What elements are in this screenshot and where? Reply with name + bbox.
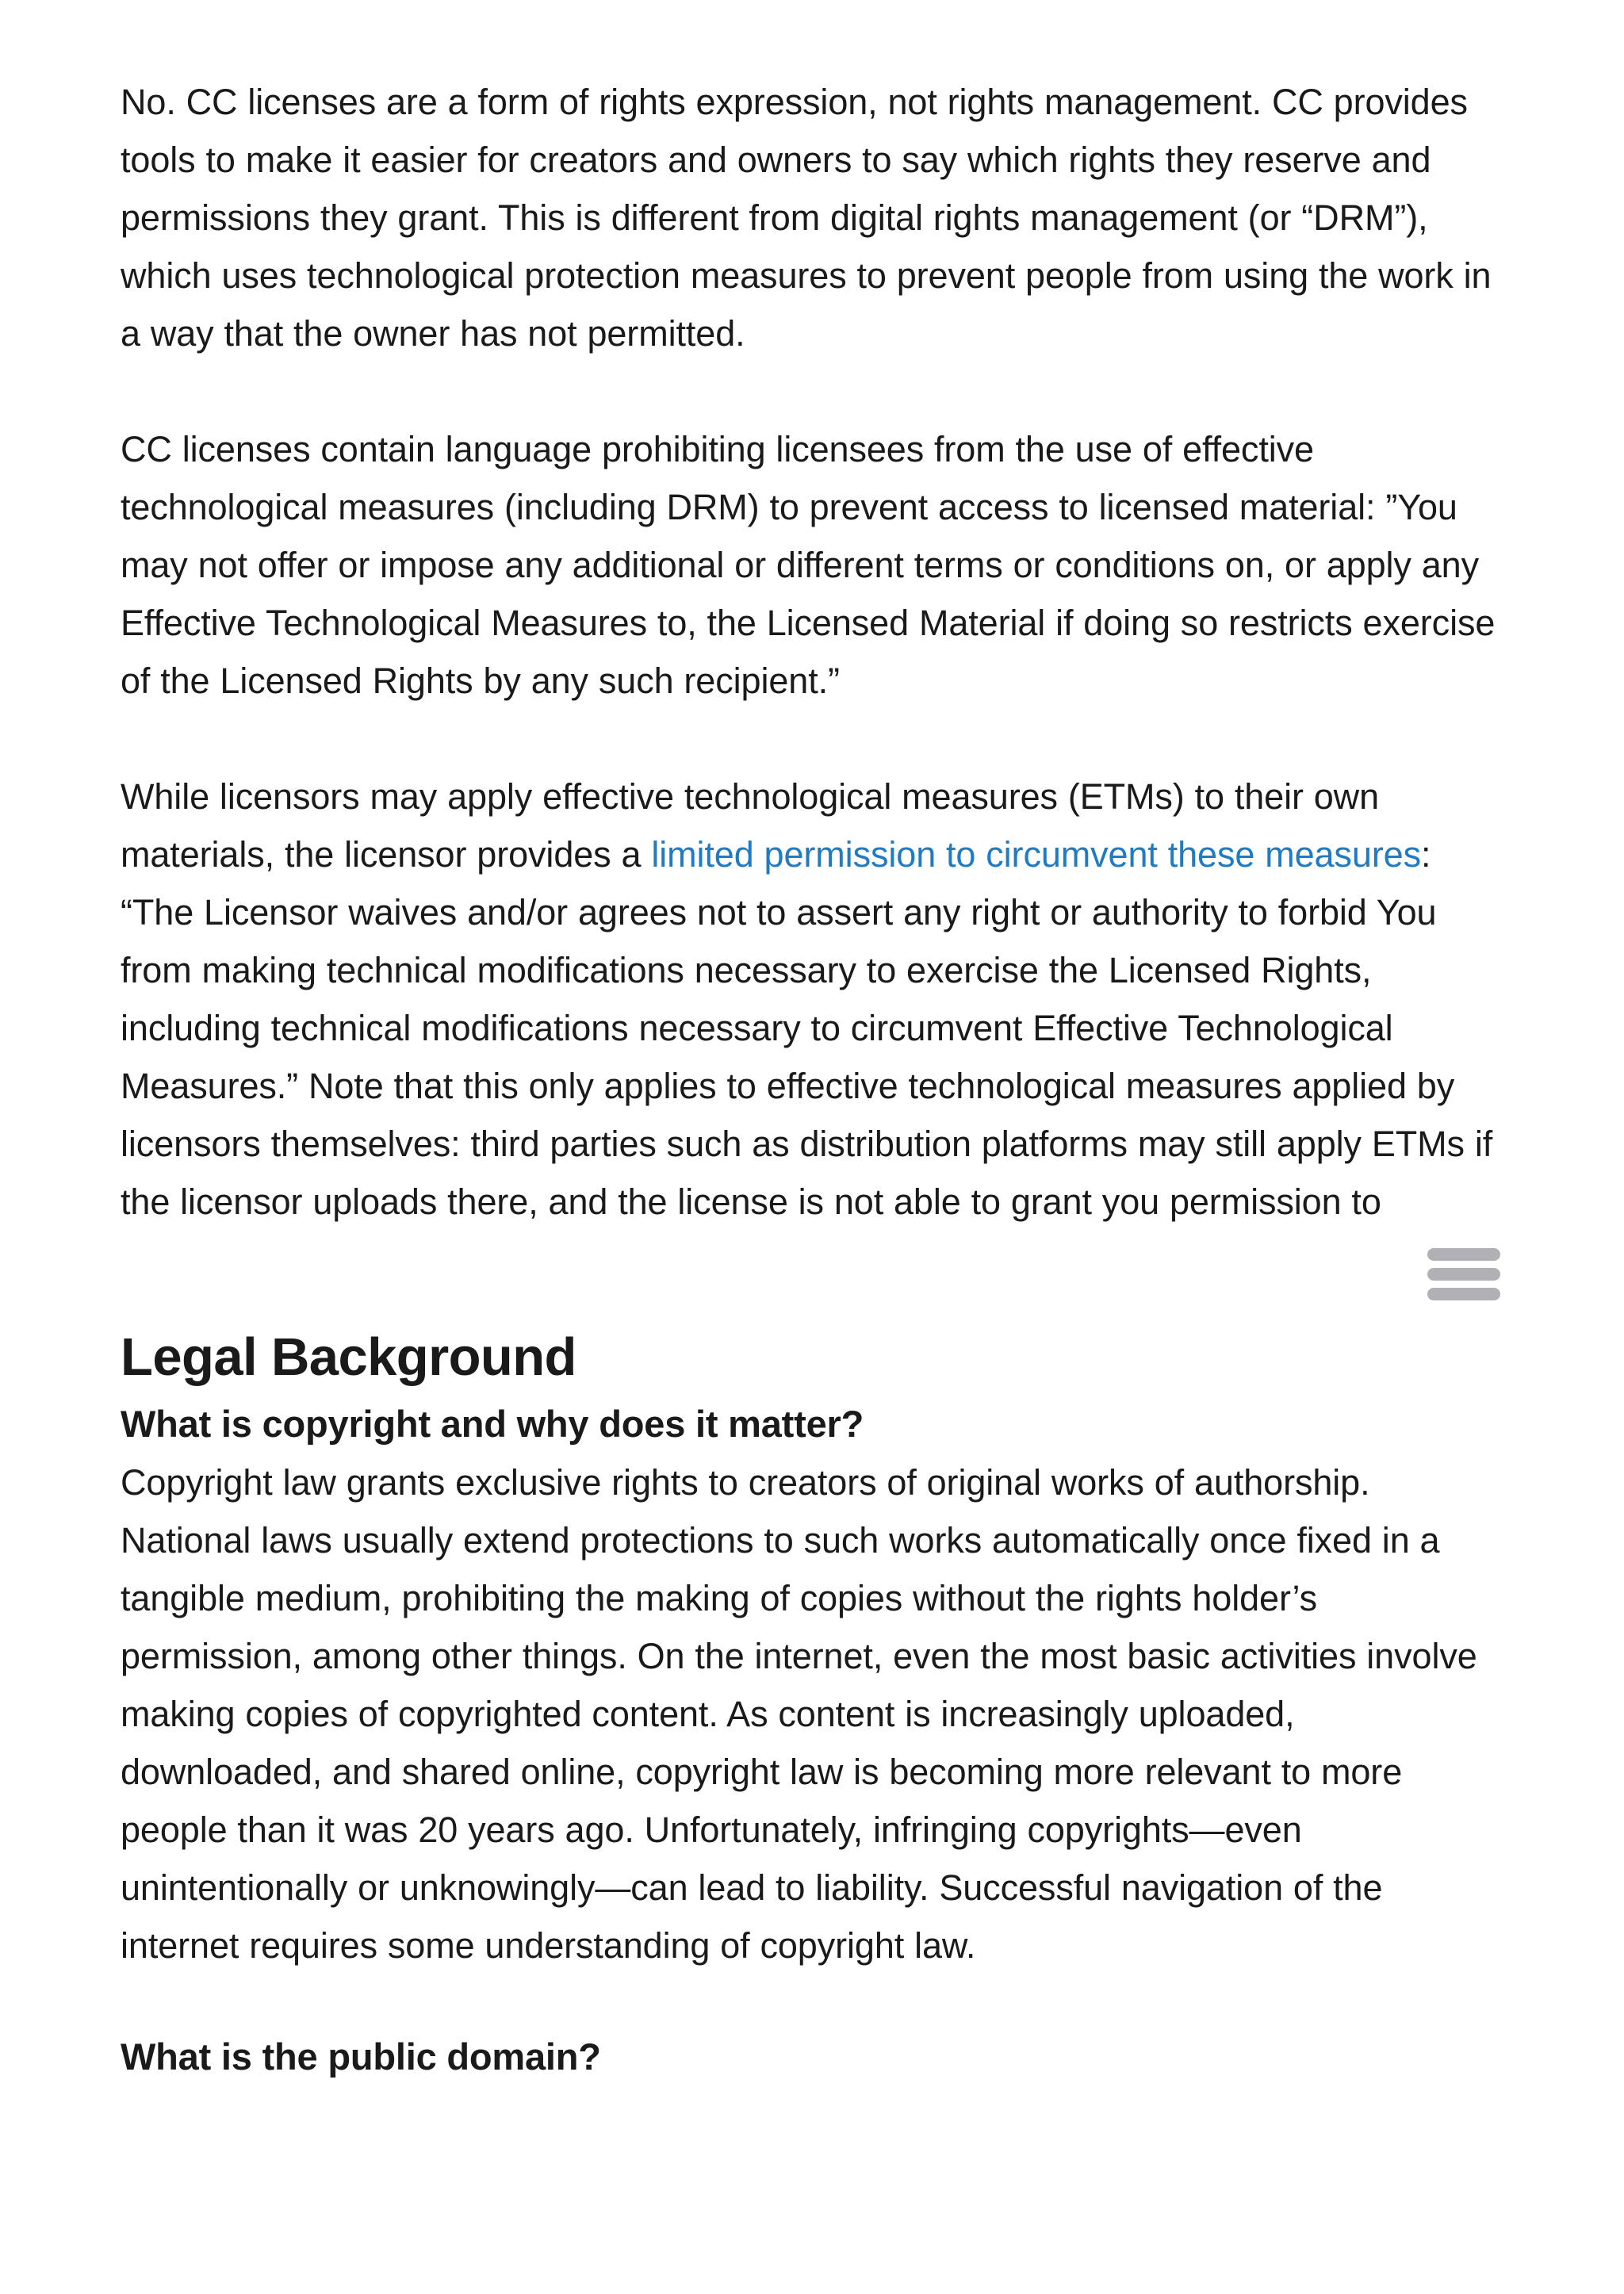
hamburger-bar-middle [1427,1268,1500,1281]
hamburger-menu-icon[interactable] [1427,1248,1500,1300]
paragraph-etm-text-after-link: : “The Licensor waives and/or agrees not to assert any right or authority to forbid You from making technical modifications necessary to exercise the Licensed Rights, including technical modifications necessary to circumvent Effective Technological Measures.” Note that this only applies to effective technological measures applied by licensors themselves: third parties such as distribution platforms may still apply ETMs if the licensor uploads there, and the license is not able to grant you permission to [121,834,1493,1222]
menu-handle-row [121,1231,1500,1326]
limited-permission-link[interactable]: limited permission to circumvent these measures [651,834,1421,875]
document-content [121,0,1500,2081]
section-heading-legal-background: Legal Background [121,1327,576,1387]
document-page [121,0,1500,2294]
subheading-what-is-copyright: What is copyright and why does it matter? [121,1403,864,1445]
paragraph-license-language: CC licenses contain language prohibiting licensees from the use of effective technological measures (including DRM) to prevent access to licensed material: ”You may not offer or impose any additional or different terms or conditions on, or apply any Effective Technological Measures to, the Licensed Material if doing so restricts exercise of the Licensed Rights by any such recipient.” [121,429,1496,701]
subheading-what-is-public-domain: What is the public domain? [121,2035,601,2078]
paragraph-etm-permission [121,768,1500,1231]
hamburger-bar-bottom [1427,1288,1500,1300]
paragraph-copyright-law: Copyright law grants exclusive rights to creators of original works of authorship. National laws usually extend protections to such works automatically once fixed in a tangible medium, prohibiting the making of copies without the rights holder’s permission, among other things. On the internet, even the most basic activities involve making copies of copyrighted content. As content is increasingly uploaded, downloaded, and shared online, copyright law is becoming more relevant to more people than it was 20 years ago. Unfortunately, infringing copyrights—even unintentionally or unknowingly—can lead to liability. Successful navigation of the internet requires some understanding of copyright law. [121,1462,1477,1966]
paragraph-etm-text-before-link: While licensors may apply effective technological measures (ETMs) to their own materials, the licensor provides a [121,776,1380,875]
paragraph-rights-expression: No. CC licenses are a form of rights expression, not rights management. CC provides tools to make it easier for creators and owners to say which rights they reserve and permissions they grant. This is different from digital rights management (or “DRM”), which uses technological protection measures to prevent people from using the work in a way that the owner has not permitted. [121,82,1492,354]
hamburger-bar-top [1427,1248,1500,1261]
